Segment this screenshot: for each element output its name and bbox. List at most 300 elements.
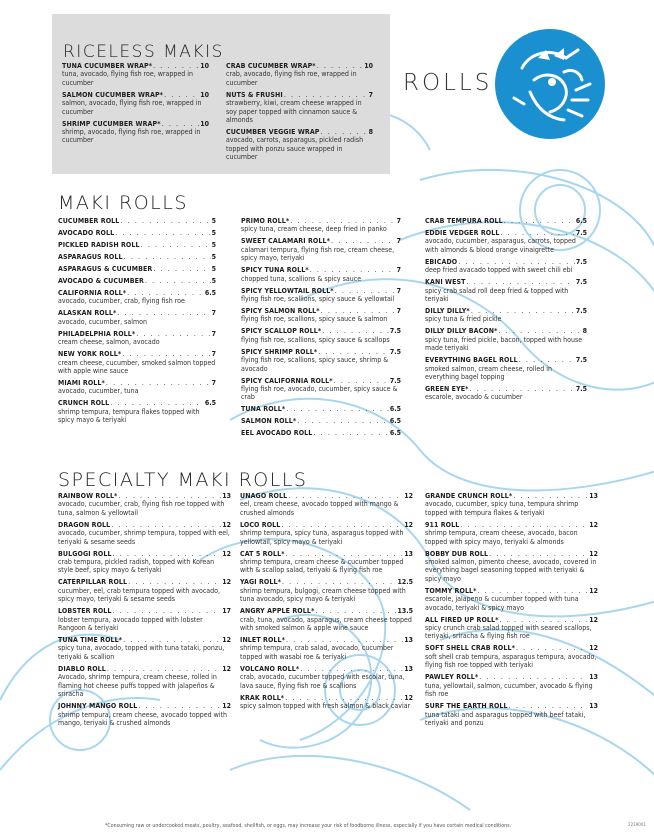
menu-item-header: [58, 265, 216, 273]
menu-item-description: shrimp tempura, cream cheese & cucumber topped with & scallop salad, teriyaki & flying fish roe: [240, 558, 404, 575]
menu-item-name: ALASKAN ROLL*: [58, 309, 117, 318]
menu-item-price: 7: [211, 329, 216, 338]
dot-leader: [290, 217, 395, 225]
dot-leader: [500, 229, 574, 237]
menu-item-header: [58, 350, 216, 358]
menu-item-name: KRAK ROLL*: [240, 693, 285, 702]
menu-item: [241, 287, 401, 304]
dot-leader: [282, 578, 396, 586]
maki-column-1: [58, 217, 216, 428]
menu-item: [58, 217, 216, 225]
menu-item-description: escarole, jalapeno & cucumber topped with tuna avocado, teriyaki & spicy mayo: [425, 595, 579, 612]
menu-item: [425, 356, 587, 381]
menu-item-header: [241, 417, 401, 425]
menu-item-price: 12: [404, 492, 413, 500]
menu-item-name: AVOCADO ROLL: [58, 229, 115, 237]
menu-item-name: KANI WEST: [425, 278, 466, 287]
menu-item-price: 13: [589, 492, 598, 500]
menu-item-name: SPICY CALIFORNIA ROLL*: [241, 376, 333, 385]
menu-item-description: avocado, cucumber, shrimp tempura, topped with eel, teriyaki & sesame seeds: [58, 529, 230, 546]
menu-item-description: strawberry, kiwi, cream cheese wrapped in soy paper topped with cinnamon sauce & almonds: [226, 99, 362, 125]
menu-item-price: 7: [396, 286, 401, 295]
dot-leader: [458, 258, 575, 266]
menu-item-name: PHILADELPHIA ROLL*: [58, 329, 136, 338]
menu-item-price: 12: [404, 520, 413, 529]
menu-item: [425, 492, 598, 517]
dot-leader: [128, 578, 221, 586]
menu-item-header: [58, 492, 231, 500]
menu-item: [62, 120, 209, 145]
dot-leader: [164, 91, 199, 99]
menu-item-description: crab, avocado, flying fish roe, wrapped in cucumber: [226, 70, 357, 87]
menu-item-name: NEW YORK ROLL*: [58, 350, 122, 359]
dot-leader: [122, 350, 210, 358]
menu-item-name: JOHNNY MANGO ROLL: [58, 702, 138, 711]
menu-item-price: 7.5: [575, 278, 587, 287]
menu-item-price: 12: [589, 615, 598, 624]
menu-item: [58, 379, 216, 396]
menu-item-name: CAT 5 ROLL*: [240, 549, 285, 558]
menu-item-price: 7.5: [575, 385, 587, 394]
menu-item: [425, 550, 598, 584]
menu-item-name: EVERYTHING BAGEL ROLL: [425, 356, 518, 365]
menu-item-header: [240, 578, 413, 586]
dot-leader: [117, 309, 210, 317]
menu-item-description: cream cheese, cucumber, smoked salmon topped with apple wine sauce: [58, 358, 216, 376]
dot-leader: [284, 91, 368, 99]
menu-item-description: flying fish roe, avocado, cucumber, spicy sauce & crab: [241, 385, 398, 402]
menu-item-header: [241, 266, 401, 274]
menu-item: [425, 278, 587, 303]
dot-leader: [300, 665, 403, 673]
dot-leader: [281, 521, 403, 529]
menu-item: [425, 229, 587, 254]
dot-leader: [124, 253, 211, 261]
menu-item-description: cream cheese, salmon, avocado: [58, 338, 160, 347]
menu-item-description: shrimp tempura, cream cheese, avocado topped with mango, teriyaki & crushed almonds: [58, 710, 227, 727]
menu-item-price: 17: [222, 607, 231, 616]
menu-item-header: [226, 91, 373, 99]
menu-item: [58, 702, 231, 727]
menu-item-header: [226, 62, 373, 70]
dot-leader: [322, 327, 389, 335]
menu-item-price: 10: [200, 62, 209, 70]
menu-item-description: smoked salmon, pimento cheese, avocado, covered in everything bagel seasoning topped with teriyaki & spicy mayo: [425, 558, 597, 583]
dot-leader: [335, 287, 396, 295]
menu-item-price: 13: [589, 702, 598, 711]
dot-leader: [516, 644, 588, 652]
menu-item-price: 7: [211, 379, 216, 388]
menu-item-name: PRIMO ROLL*: [241, 217, 290, 225]
dot-leader: [153, 62, 199, 70]
menu-item-header: [58, 607, 231, 615]
menu-item-price: 6.5: [575, 217, 587, 225]
menu-item-description: spicy salmon topped with fresh salmon & black caviar: [240, 702, 411, 711]
menu-item: [62, 91, 209, 116]
menu-item-name: CRAB CUCUMBER WRAP*: [226, 62, 316, 70]
dot-leader: [513, 492, 588, 500]
menu-item-header: [58, 550, 231, 558]
menu-item-name: VOLCANO ROLL*: [240, 664, 300, 673]
menu-item: [241, 237, 401, 262]
menu-item-name: SPICY TUNA ROLL*: [241, 266, 309, 275]
menu-item-price: 7: [396, 307, 401, 316]
menu-item-description: crab tempura, pickled radish, topped with Korean style beef, spicy mayo & teriyaki: [58, 558, 215, 575]
menu-item: [425, 587, 598, 612]
menu-item-name: EEL AVOCADO ROLL: [241, 429, 313, 438]
menu-item-name: ASPARAGUS & CUCUMBER: [58, 265, 153, 273]
menu-item-name: GREEN EYE*: [425, 385, 469, 394]
menu-item-price: 7.5: [389, 376, 401, 385]
menu-item: [240, 492, 413, 517]
menu-code: 2219001: [628, 823, 647, 828]
menu-item-name: EDDIE VEDGER ROLL: [425, 229, 500, 237]
menu-item-header: [240, 521, 413, 529]
menu-item-description: lobster tempura, avocado topped with lobster Rangoon & teriyaki: [58, 615, 203, 633]
menu-item-price: 12: [404, 693, 413, 702]
menu-item-price: 5: [211, 217, 216, 225]
menu-item-description: tuna, avocado, flying fish roe, wrapped in cucumber: [62, 70, 193, 87]
dot-leader: [127, 289, 204, 297]
menu-item-name: RAINBOW ROLL*: [58, 492, 118, 500]
menu-item-name: ALL FIRED UP ROLL*: [425, 615, 499, 624]
menu-item: [58, 241, 216, 249]
menu-item: [425, 327, 587, 352]
dot-leader: [286, 550, 404, 558]
menu-item: [58, 550, 231, 575]
menu-item-description: avocado, cucumber, tuna: [58, 387, 139, 396]
menu-item-name: SPICY SCALLOP ROLL*: [241, 327, 322, 336]
menu-item: [240, 636, 413, 661]
menu-item-header: [241, 327, 401, 335]
menu-item-price: 7.5: [575, 307, 587, 316]
menu-item-header: [241, 348, 401, 356]
maki-rolls-title: MAKI ROLLS: [58, 192, 188, 214]
menu-item-price: 7.5: [575, 356, 587, 365]
menu-item-price: 13: [404, 636, 413, 645]
dot-leader: [145, 277, 211, 285]
specialty-maki-rolls-title: SPECIALTY MAKI ROLLS: [58, 469, 308, 491]
rolls-heading: ROLLS: [403, 70, 493, 96]
dot-leader: [313, 429, 388, 437]
dot-leader: [118, 492, 221, 500]
menu-item-description: flying fish roe, scallions, spicy sauce & yellowtail: [241, 295, 395, 304]
dot-leader: [123, 636, 221, 644]
menu-item: [58, 578, 231, 603]
menu-item: [58, 350, 216, 375]
menu-item-name: TUNA ROLL*: [241, 405, 286, 414]
dot-leader: [286, 405, 389, 413]
menu-item-name: TOMMY ROLL*: [425, 586, 477, 595]
dot-leader: [113, 607, 222, 615]
menu-item: [241, 307, 401, 324]
dot-leader: [120, 217, 210, 225]
menu-item-description: smoked salmon, cream cheese, rolled in everything bagel topping: [425, 364, 552, 382]
specialty-column-1: [58, 492, 231, 731]
dot-leader: [318, 348, 389, 356]
menu-item: [58, 521, 231, 546]
menu-item: [241, 377, 401, 402]
menu-item: [226, 128, 373, 162]
menu-item-price: 12: [222, 702, 231, 711]
menu-item: [425, 616, 598, 641]
menu-item-price: 5: [211, 277, 216, 285]
menu-item-header: [241, 377, 401, 385]
dot-leader: [297, 417, 389, 425]
menu-item-description: salmon, avocado, flying fish roe, wrapped in cucumber: [62, 99, 202, 116]
dot-leader: [153, 265, 210, 273]
menu-item-header: [58, 217, 216, 225]
dot-leader: [141, 241, 211, 249]
menu-item: [425, 217, 587, 225]
menu-item-header: [241, 217, 401, 225]
menu-item: [240, 578, 413, 603]
riceless-makis-title: RICELESS MAKIS: [63, 42, 224, 62]
menu-item-header: [240, 607, 413, 615]
menu-item-description: spicy tuna, cream cheese, deep fried in panko: [241, 225, 387, 234]
menu-item-header: [425, 258, 587, 266]
menu-item-header: [58, 665, 231, 673]
menu-item-name: DILLY DILLY BACON*: [425, 327, 498, 336]
menu-item-description: calamari tempura, flying fish roe, cream cheese, spicy mayo, teriyaki: [241, 245, 395, 263]
menu-item-header: [58, 229, 216, 237]
menu-item-price: 7.5: [575, 229, 587, 237]
menu-item-description: spicy crunch crab salad topped with seared scallops, teriyaki, sriracha & flying fish roe: [425, 624, 592, 641]
menu-item-description: flying fish roe, scallions, spicy sauce, shrimp & avocado: [241, 356, 389, 373]
menu-item-description: avocado, cucumber, spicy tuna, tempura shrimp topped with tempura flakes & teriyaki: [425, 500, 579, 517]
menu-item-header: [425, 673, 598, 681]
menu-item-header: [425, 644, 598, 652]
menu-item-price: 10: [200, 119, 209, 128]
menu-item-price: 7: [396, 217, 401, 225]
dot-leader: [285, 694, 403, 702]
menu-item: [58, 265, 216, 273]
menu-item-description: soft shell crab tempura, asparagus tempura, avocado, flying fish roe topped with teriyaki: [425, 652, 597, 670]
menu-item-header: [62, 91, 209, 99]
menu-item-name: SPICY SALMON ROLL*: [241, 307, 320, 316]
menu-item-description: avocado, cucumber, crab, flying fish roe: [58, 297, 185, 306]
menu-item-price: 12: [222, 664, 231, 673]
menu-item-header: [241, 307, 401, 315]
menu-item-description: cucumber, eel, crab tempura topped with avocado, spicy mayo, teriyaki & sesame seeds: [58, 586, 220, 604]
menu-item: [241, 405, 401, 413]
menu-item: [58, 330, 216, 347]
menu-item-header: [240, 550, 413, 558]
menu-item-header: [58, 379, 216, 387]
menu-item: [241, 217, 401, 234]
menu-item-price: 8: [582, 327, 587, 336]
menu-item-header: [240, 492, 413, 500]
menu-item-name: SURF THE EARTH ROLL: [425, 702, 508, 711]
menu-item-description: spicy tuna & fried pickle: [425, 315, 502, 324]
menu-item: [58, 399, 216, 424]
menu-item-name: SALMON CUCUMBER WRAP*: [62, 90, 164, 99]
specialty-column-3: [425, 492, 598, 731]
menu-item-description: chopped tuna, scallions & spicy sauce: [241, 274, 362, 283]
menu-item-header: [425, 587, 598, 595]
menu-item-name: NUTS & FRUSHI: [226, 90, 283, 99]
menu-item-name: AVOCADO & CUCUMBER: [58, 277, 144, 285]
dot-leader: [509, 702, 589, 710]
menu-item-name: UNAGO ROLL: [240, 492, 288, 500]
samurai-fish-logo-icon: [494, 28, 606, 140]
menu-item-price: 7: [211, 350, 216, 359]
menu-item-price: 12: [222, 549, 231, 558]
menu-item-price: 6.5: [204, 399, 216, 408]
menu-item-price: 6.5: [389, 405, 401, 414]
menu-item-name: CALIFORNIA ROLL*: [58, 289, 127, 297]
menu-item-header: [58, 578, 231, 586]
menu-item-price: 10: [364, 62, 373, 70]
menu-item-header: [241, 287, 401, 295]
menu-item: [58, 309, 216, 326]
menu-item-name: CATERPILLAR ROLL: [58, 578, 128, 587]
dot-leader: [479, 673, 588, 681]
menu-item-name: SOFT SHELL CRAB ROLL*: [425, 644, 515, 653]
menu-item-price: 13.5: [397, 607, 413, 616]
menu-item-header: [58, 277, 216, 285]
dot-leader: [111, 521, 221, 529]
menu-item-header: [425, 702, 598, 710]
menu-item: [240, 665, 413, 690]
menu-item-price: 12: [222, 520, 231, 529]
menu-item-description: avocado, cucumber, crab, flying fish roe topped with tuna, salmon & yellowtail: [58, 500, 225, 517]
menu-item: [425, 644, 598, 669]
maki-column-3: [425, 217, 587, 405]
menu-item-header: [425, 492, 598, 500]
menu-item-header: [241, 429, 401, 437]
dot-leader: [467, 278, 575, 286]
menu-item: [425, 385, 587, 402]
dot-leader: [317, 62, 364, 70]
menu-item: [425, 258, 587, 275]
dot-leader: [115, 229, 210, 237]
dot-leader: [321, 307, 396, 315]
menu-item-header: [425, 616, 598, 624]
specialty-column-2: [240, 492, 413, 714]
menu-item-description: spicy tuna, fried pickle, bacon, topped with house made teriyaki: [425, 335, 583, 353]
menu-item-description: spicy crab salad roll deep fried & topped with teriyaki: [425, 286, 569, 304]
menu-item-name: GRANDE CRUNCH ROLL*: [425, 492, 513, 500]
menu-item-name: TUNA TIME ROLL*: [58, 636, 123, 645]
dot-leader: [315, 607, 396, 615]
menu-item-description: flying fish roe, scallions, spicy sauce & scallops: [241, 335, 390, 344]
menu-item-header: [58, 702, 231, 710]
menu-item: [425, 673, 598, 698]
menu-item: [226, 62, 373, 87]
menu-item-header: [241, 405, 401, 413]
menu-item: [240, 607, 413, 632]
menu-item-price: 10: [200, 90, 209, 99]
dot-leader: [310, 266, 396, 274]
menu-item-description: crab, tuna, avocado, asparagus, cream cheese topped with smoked salmon & apple wine sauce: [240, 615, 412, 633]
menu-item-header: [62, 62, 209, 70]
menu-item-name: DILLY DILLY*: [425, 307, 470, 316]
menu-item-header: [58, 636, 231, 644]
dot-leader: [321, 128, 368, 136]
dot-leader: [110, 399, 204, 407]
menu-item-name: TUNA CUCUMBER WRAP*: [62, 62, 153, 70]
menu-item-name: DIABLO ROLL: [58, 664, 106, 673]
menu-item-name: CUCUMBER VEGGIE WRAP: [226, 128, 320, 137]
menu-item: [62, 62, 209, 87]
menu-item-header: [425, 217, 587, 225]
menu-item-header: [58, 241, 216, 249]
menu-item-price: 12: [589, 549, 598, 558]
menu-item-header: [58, 253, 216, 261]
menu-item: [240, 550, 413, 575]
menu-item-name: EBICADO: [425, 257, 458, 266]
menu-item-name: BOBBY DUB ROLL: [425, 549, 489, 558]
maki-column-2: [241, 217, 401, 441]
menu-item-price: 12.5: [397, 578, 413, 587]
menu-item-header: [58, 289, 216, 297]
menu-item-description: tuna tataki and asparagus topped with beef tataki, teriyaki and ponzu: [425, 710, 586, 727]
menu-item: [241, 348, 401, 373]
menu-item-description: eel, cream cheese, avocado topped with mango & crushed almonds: [240, 500, 399, 517]
menu-item-header: [240, 636, 413, 644]
menu-item-description: shrimp tempura, cream cheese, avocado, bacon topped with spicy mayo, teriyaki & almonds: [425, 529, 578, 546]
menu-item-name: SPICY YELLOWTAIL ROLL*: [241, 286, 334, 295]
menu-item-price: 13: [222, 492, 231, 500]
menu-item-name: ASPARAGUS ROLL: [58, 253, 123, 261]
menu-item-description: spicy tuna, avocado, topped with tuna tataki, ponzu, teriyaki & scallion: [58, 644, 225, 661]
dot-leader: [489, 550, 588, 558]
menu-item-header: [240, 694, 413, 702]
menu-item-name: ANGRY APPLE ROLL*: [240, 607, 315, 616]
menu-item: [241, 417, 401, 425]
menu-item: [425, 521, 598, 546]
dot-leader: [113, 550, 222, 558]
menu-item-price: 13: [404, 549, 413, 558]
menu-item-price: 7.5: [389, 347, 401, 356]
menu-item-price: 6.5: [204, 289, 216, 297]
menu-item-header: [241, 237, 401, 245]
menu-item-header: [58, 309, 216, 317]
dot-leader: [138, 702, 221, 710]
menu-item-description: shrimp, avocado, flying fish roe, wrapped in cucumber: [62, 128, 201, 145]
menu-item-price: 12: [589, 644, 598, 653]
dot-leader: [500, 616, 589, 624]
menu-item-header: [425, 327, 587, 335]
dot-leader: [478, 587, 589, 595]
menu-item: [425, 702, 598, 727]
menu-item: [58, 607, 231, 632]
menu-item-price: 7: [368, 90, 373, 99]
dot-leader: [499, 327, 582, 335]
menu-item-name: LOBSTER ROLL: [58, 607, 112, 616]
menu-item-price: 6.5: [389, 429, 401, 438]
menu-item-header: [425, 278, 587, 286]
menu-item: [58, 636, 231, 661]
menu-item-description: Avocado, shrimp tempura, cream cheese, rolled in flaming hot cheese puffs topped with jalapeños & sriracha: [58, 673, 217, 699]
raw-food-disclaimer: *Consuming raw or undercooked meats, poultry, seafood, shellfish, or eggs, may increase your risk of foodborne illness, especially if you have certain medical conditions.: [105, 823, 512, 829]
menu-item: [241, 327, 401, 344]
menu-item-name: BULGOGI ROLL: [58, 549, 112, 558]
menu-item-price: 6.5: [389, 417, 401, 426]
dot-leader: [331, 237, 396, 245]
menu-item-price: 13: [589, 673, 598, 682]
dot-leader: [106, 379, 211, 387]
menu-item-price: 13: [404, 664, 413, 673]
dot-leader: [107, 665, 221, 673]
menu-item-name: MIAMI ROLL*: [58, 379, 105, 388]
menu-item: [58, 665, 231, 699]
dot-leader: [471, 307, 575, 315]
dot-leader: [460, 521, 588, 529]
menu-item: [58, 229, 216, 237]
menu-item-name: PAWLEY ROLL*: [425, 673, 479, 682]
